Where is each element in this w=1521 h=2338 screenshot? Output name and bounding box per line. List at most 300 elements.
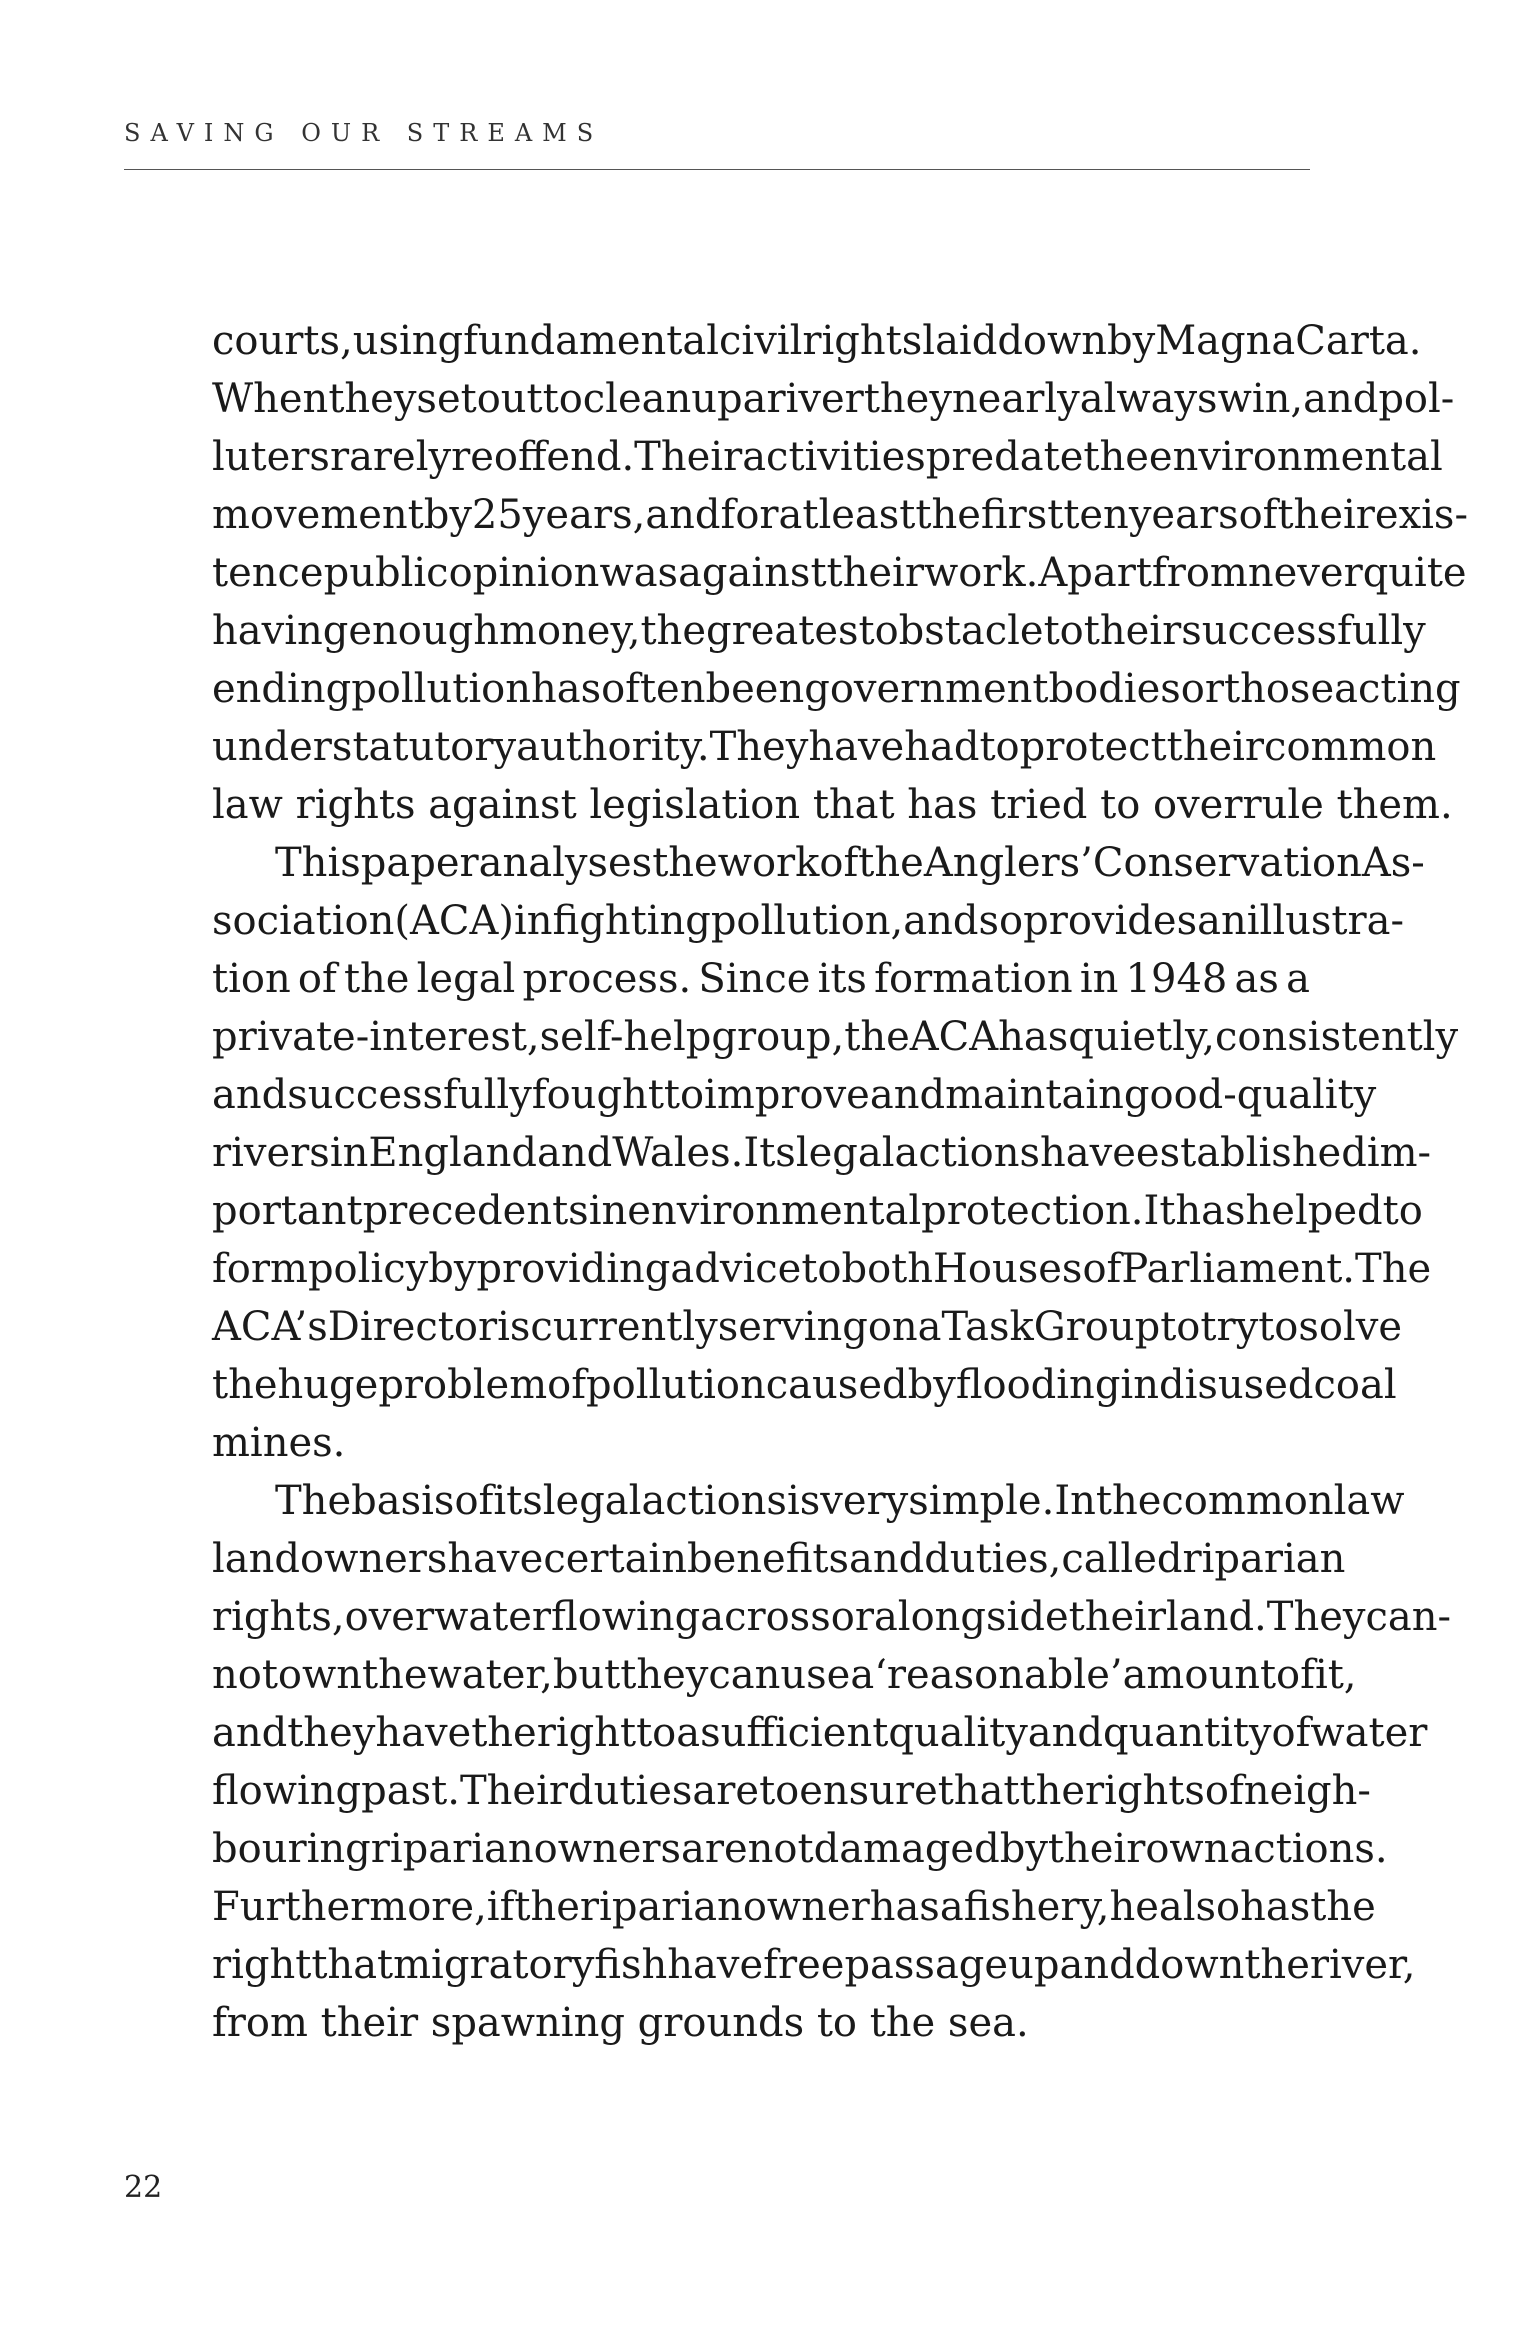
- word: not: [747, 1826, 814, 1872]
- word: and: [848, 1536, 925, 1582]
- text-line: from their spawning grounds to the sea.: [212, 2000, 1029, 2046]
- word: often: [601, 666, 706, 712]
- word: owners: [533, 1826, 682, 1872]
- word: common: [1161, 1478, 1334, 1524]
- text-line: [212, 1240, 1432, 1298]
- word: tion: [212, 956, 291, 1002]
- word: successfully: [287, 1072, 532, 1118]
- word: problem: [378, 1362, 548, 1408]
- word: ACA’s: [212, 1304, 328, 1350]
- word: own: [1145, 1826, 1230, 1872]
- word: bouring: [212, 1826, 371, 1872]
- word: the: [844, 1014, 910, 1060]
- word: has: [1175, 1188, 1246, 1234]
- text-line: [212, 1588, 1452, 1646]
- word: analyses: [478, 840, 653, 886]
- word: they: [620, 1652, 709, 1698]
- word: Since: [698, 956, 811, 1002]
- word: the: [343, 956, 410, 1002]
- word: always: [1079, 376, 1218, 422]
- word: their: [1047, 1826, 1146, 1872]
- word: river,: [1309, 1942, 1416, 1988]
- word: and: [212, 1072, 288, 1118]
- word: 1948: [1125, 956, 1228, 1002]
- word: Parliament.: [1121, 1246, 1356, 1292]
- word: is: [497, 1304, 531, 1350]
- word: alongside: [873, 1594, 1069, 1640]
- word: luters: [212, 434, 330, 480]
- word: called: [1061, 1536, 1183, 1582]
- word: or: [830, 1594, 874, 1640]
- word: acting: [1334, 666, 1461, 712]
- word: over: [344, 1594, 435, 1640]
- word: up: [1008, 1942, 1060, 1988]
- text-line: [212, 834, 1425, 892]
- word: to: [663, 1072, 705, 1118]
- word: form: [212, 1246, 308, 1292]
- word: to: [1043, 608, 1084, 654]
- word: ten: [1063, 492, 1129, 538]
- word: never: [1247, 550, 1363, 596]
- text-line: [212, 718, 1437, 776]
- word: their: [826, 550, 924, 596]
- word: rights: [802, 318, 923, 364]
- word: right: [536, 1710, 637, 1756]
- word: had: [904, 724, 980, 770]
- word: helped: [1245, 1188, 1383, 1234]
- word: illustra-: [1246, 898, 1404, 944]
- word: water: [434, 1594, 552, 1640]
- word: a: [742, 376, 767, 422]
- word: money,: [499, 608, 641, 654]
- word: Their: [634, 434, 743, 480]
- word: nearly: [951, 376, 1080, 422]
- word: use: [780, 1652, 851, 1698]
- word: law: [1333, 1478, 1405, 1524]
- word: in: [513, 898, 553, 944]
- word: of: [297, 956, 337, 1002]
- word: they: [287, 1710, 376, 1756]
- word: has: [869, 1884, 940, 1930]
- word: fundamental: [463, 318, 719, 364]
- word: portant: [212, 1188, 363, 1234]
- word: predate: [925, 434, 1084, 480]
- word: authority.: [516, 724, 710, 770]
- word: landowners: [212, 1536, 448, 1582]
- word: have: [375, 1710, 472, 1756]
- word: protect: [1019, 724, 1167, 770]
- word: a: [1286, 956, 1310, 1002]
- word: rights,: [212, 1594, 345, 1640]
- word: has: [1240, 1884, 1311, 1930]
- word: quietly,: [1068, 1014, 1215, 1060]
- word: pollution: [586, 1362, 766, 1408]
- word: land.: [1166, 1594, 1267, 1640]
- text-line: [212, 1472, 1405, 1530]
- word: ACA: [909, 1014, 999, 1060]
- word: amount: [1122, 1652, 1277, 1698]
- word: by: [428, 1246, 477, 1292]
- word: across: [700, 1594, 831, 1640]
- word: and: [1027, 1710, 1104, 1756]
- word: a: [939, 1884, 964, 1930]
- word: the: [1095, 1478, 1162, 1524]
- word: using: [352, 318, 464, 364]
- word: of: [1204, 1768, 1244, 1814]
- word: established: [1135, 1130, 1367, 1176]
- word: against: [678, 550, 827, 596]
- word: They: [1266, 1594, 1366, 1640]
- word: fishery,: [963, 1884, 1110, 1930]
- paragraph: [212, 1472, 1452, 2052]
- word: flowing: [551, 1594, 701, 1640]
- word: bodies: [1048, 666, 1181, 712]
- word: Director: [327, 1304, 498, 1350]
- text-line: [212, 660, 1461, 718]
- word: protection.: [921, 1188, 1144, 1234]
- text-line: [212, 1356, 1397, 1414]
- word: laid: [922, 318, 998, 364]
- word: are: [681, 1826, 748, 1872]
- text-line: [212, 428, 1443, 486]
- word: Task: [941, 1304, 1034, 1350]
- word: opinion: [448, 550, 600, 596]
- word: clean: [582, 376, 692, 422]
- word: of: [1271, 1710, 1311, 1756]
- word: Carta.: [1295, 318, 1422, 364]
- word: ending: [212, 666, 352, 712]
- word: the: [1244, 1942, 1310, 1988]
- word: by: [999, 1826, 1048, 1872]
- word: and: [645, 492, 721, 538]
- word: and: [869, 1072, 946, 1118]
- word: actions.: [1229, 1826, 1388, 1872]
- word: damaged: [813, 1826, 1000, 1872]
- word: Houses: [933, 1246, 1083, 1292]
- word: coal: [1313, 1362, 1397, 1408]
- word: have: [1040, 1130, 1136, 1176]
- word: civil: [719, 318, 803, 364]
- word: in: [588, 1188, 628, 1234]
- text-line: [212, 1530, 1346, 1588]
- word: Their: [459, 1768, 568, 1814]
- word: own: [277, 1652, 363, 1698]
- word: environmental: [1148, 434, 1443, 480]
- word: on: [867, 1304, 918, 1350]
- word: also: [1158, 1884, 1241, 1930]
- word: so: [978, 898, 1024, 944]
- word: has: [530, 666, 602, 712]
- header-rule: [124, 169, 1310, 170]
- word: provides: [1023, 898, 1198, 944]
- word: right: [212, 1942, 312, 1988]
- word: flowing: [212, 1768, 362, 1814]
- word: a: [850, 1652, 875, 1698]
- word: and: [1303, 376, 1379, 422]
- word: past.: [361, 1768, 460, 1814]
- word: riparian: [579, 1884, 743, 1930]
- text-line: [212, 1124, 1432, 1182]
- word: the: [858, 840, 924, 886]
- word: legal: [542, 1478, 642, 1524]
- word: precedents: [362, 1188, 589, 1234]
- word: pollution,: [710, 898, 904, 944]
- word: riparian: [1182, 1536, 1346, 1582]
- text-line: law rights against legislation that has tried to overrule them.: [212, 782, 1453, 828]
- body-text: [212, 312, 1468, 2052]
- word: and: [536, 1130, 613, 1176]
- word: their: [1068, 1594, 1167, 1640]
- word: to: [636, 1710, 677, 1756]
- word: water: [1310, 1710, 1428, 1756]
- word: they: [328, 376, 417, 422]
- word: consistently: [1215, 1014, 1459, 1060]
- word: environmental: [627, 1188, 922, 1234]
- text-line: mines.: [212, 1420, 346, 1466]
- word: Anglers’: [923, 840, 1093, 886]
- word: ‘reasonable’: [874, 1652, 1123, 1698]
- word: under: [212, 724, 332, 770]
- text-line: [212, 1298, 1403, 1356]
- word: its: [817, 956, 867, 1002]
- word: up: [691, 376, 743, 422]
- word: currently: [530, 1304, 718, 1350]
- word: least: [818, 492, 916, 538]
- word: first: [980, 492, 1064, 538]
- word: years,: [522, 492, 646, 538]
- word: certain: [543, 1536, 687, 1582]
- word: can-: [1365, 1594, 1452, 1640]
- word: Group: [1033, 1304, 1161, 1350]
- word: maintain: [945, 1072, 1124, 1118]
- text-line: [212, 602, 1426, 660]
- word: they: [863, 376, 952, 422]
- word: legal: [416, 956, 516, 1002]
- word: the: [640, 608, 706, 654]
- word: both: [841, 1246, 933, 1292]
- word: can: [708, 1652, 781, 1698]
- word: solve: [1298, 1304, 1403, 1350]
- word: of: [454, 1478, 494, 1524]
- word: and: [903, 898, 979, 944]
- word: self-help: [539, 1014, 712, 1060]
- word: as: [1234, 956, 1279, 1002]
- word: have: [808, 724, 905, 770]
- word: by: [1107, 318, 1156, 364]
- word: This: [275, 840, 361, 886]
- word: reoffend.: [451, 434, 635, 480]
- word: As-: [1361, 840, 1425, 886]
- word: free: [763, 1942, 845, 1988]
- text-line: [212, 312, 1422, 370]
- word: or: [1180, 666, 1224, 712]
- text-line: [212, 544, 1467, 602]
- word: government: [804, 666, 1049, 712]
- word: quality: [888, 1710, 1028, 1756]
- word: simple.: [908, 1478, 1055, 1524]
- word: down: [997, 318, 1108, 364]
- word: exis-: [1374, 492, 1468, 538]
- word: paper: [360, 840, 479, 886]
- word: to: [1160, 1304, 1201, 1350]
- word: public: [323, 550, 449, 596]
- word: very: [820, 1478, 909, 1524]
- word: (ACA): [394, 898, 514, 944]
- text-line: [212, 1936, 1416, 1994]
- word: the: [1310, 1884, 1376, 1930]
- word: work: [717, 840, 820, 886]
- word: fought: [531, 1072, 664, 1118]
- word: statutory: [331, 724, 517, 770]
- word: pol-: [1378, 376, 1455, 422]
- text-line: [212, 1646, 1357, 1704]
- word: water,: [427, 1652, 553, 1698]
- word: to: [759, 1768, 800, 1814]
- word: group,: [711, 1014, 845, 1060]
- text-line: [212, 1762, 1371, 1820]
- word: has: [998, 1014, 1069, 1060]
- word: improve: [704, 1072, 870, 1118]
- word: have: [667, 1942, 764, 1988]
- word: movement: [212, 492, 424, 538]
- word: their: [1166, 724, 1265, 770]
- running-head-title: SAVING OUR STREAMS: [124, 119, 604, 147]
- word: riparian: [370, 1826, 534, 1872]
- word: huge: [277, 1362, 379, 1408]
- word: if: [486, 1884, 515, 1930]
- word: set: [416, 376, 477, 422]
- word: for: [720, 492, 779, 538]
- word: to: [801, 1246, 842, 1292]
- word: to: [542, 376, 583, 422]
- word: They: [709, 724, 809, 770]
- text-line: [212, 486, 1468, 544]
- word: neigh-: [1243, 1768, 1371, 1814]
- text-line: [212, 892, 1404, 950]
- word: fighting: [552, 898, 711, 944]
- word: private-interest,: [212, 1014, 540, 1060]
- word: The: [275, 1478, 352, 1524]
- word: that: [311, 1942, 394, 1988]
- word: a: [676, 1710, 701, 1756]
- word: of: [547, 1362, 587, 1408]
- word: to: [1382, 1188, 1423, 1234]
- word: and: [212, 1710, 288, 1756]
- word: basis: [351, 1478, 455, 1524]
- word: rarely: [329, 434, 452, 480]
- word: advice: [670, 1246, 802, 1292]
- word: serving: [717, 1304, 868, 1350]
- word: their: [1277, 492, 1375, 538]
- word: Conservation: [1092, 840, 1362, 886]
- word: sufficient: [700, 1710, 889, 1756]
- word: of: [1276, 1652, 1315, 1698]
- text-line: [212, 1820, 1388, 1878]
- word: try: [1200, 1304, 1259, 1350]
- word: their: [1083, 608, 1182, 654]
- word: actions: [894, 1130, 1041, 1176]
- word: the: [1019, 1768, 1086, 1814]
- word: of: [1082, 1246, 1122, 1292]
- word: the: [212, 1362, 278, 1408]
- word: quantity: [1103, 1710, 1272, 1756]
- word: duties,: [924, 1536, 1062, 1582]
- word: im-: [1366, 1130, 1432, 1176]
- word: the: [362, 1652, 428, 1698]
- word: he: [1109, 1884, 1159, 1930]
- word: years: [1128, 492, 1239, 538]
- word: those: [1224, 666, 1335, 712]
- word: policy: [307, 1246, 429, 1292]
- word: courts,: [212, 318, 353, 364]
- word: but: [552, 1652, 621, 1698]
- word: by: [423, 492, 472, 538]
- word: greatest: [706, 608, 875, 654]
- text-line: [212, 1008, 1459, 1066]
- word: by: [907, 1362, 956, 1408]
- word: duties: [567, 1768, 693, 1814]
- word: to: [1258, 1304, 1299, 1350]
- paragraph: [212, 834, 1459, 1472]
- word: a: [917, 1304, 942, 1350]
- word: flooding: [955, 1362, 1121, 1408]
- word: Apart: [1038, 550, 1152, 596]
- word: When: [212, 376, 329, 422]
- word: owner: [742, 1884, 870, 1930]
- word: the: [471, 1710, 537, 1756]
- word: legal: [795, 1130, 895, 1176]
- word: actions: [641, 1478, 787, 1524]
- word: The: [1355, 1246, 1432, 1292]
- word: It: [1143, 1188, 1176, 1234]
- word: in: [1079, 956, 1119, 1002]
- word: Its: [743, 1130, 796, 1176]
- word: have: [447, 1536, 544, 1582]
- text-line: [212, 1878, 1376, 1936]
- text-line: [212, 1704, 1428, 1762]
- word: down: [1134, 1942, 1245, 1988]
- word: in: [1120, 1362, 1159, 1408]
- word: river: [766, 376, 864, 422]
- word: are: [692, 1768, 760, 1814]
- word: that: [937, 1768, 1020, 1814]
- word: formation: [874, 956, 1073, 1002]
- word: fish: [594, 1942, 668, 1988]
- word: the: [915, 492, 981, 538]
- word: in: [329, 1130, 369, 1176]
- word: its: [493, 1478, 543, 1524]
- word: caused: [765, 1362, 908, 1408]
- word: passage: [844, 1942, 1009, 1988]
- word: common: [1264, 724, 1437, 770]
- word: providing: [476, 1246, 671, 1292]
- word: Magna: [1155, 318, 1296, 364]
- word: Wales.: [612, 1130, 744, 1176]
- word: the: [514, 1884, 580, 1930]
- word: having: [212, 608, 349, 654]
- word: been: [705, 666, 805, 712]
- word: benefits: [686, 1536, 849, 1582]
- text-line: [212, 370, 1455, 428]
- word: to: [979, 724, 1020, 770]
- word: pollution: [351, 666, 531, 712]
- word: England: [368, 1130, 537, 1176]
- word: disused: [1158, 1362, 1314, 1408]
- page-number: 22: [124, 2170, 163, 2205]
- word: tence: [212, 550, 324, 596]
- word: of: [819, 840, 859, 886]
- word: out: [476, 376, 543, 422]
